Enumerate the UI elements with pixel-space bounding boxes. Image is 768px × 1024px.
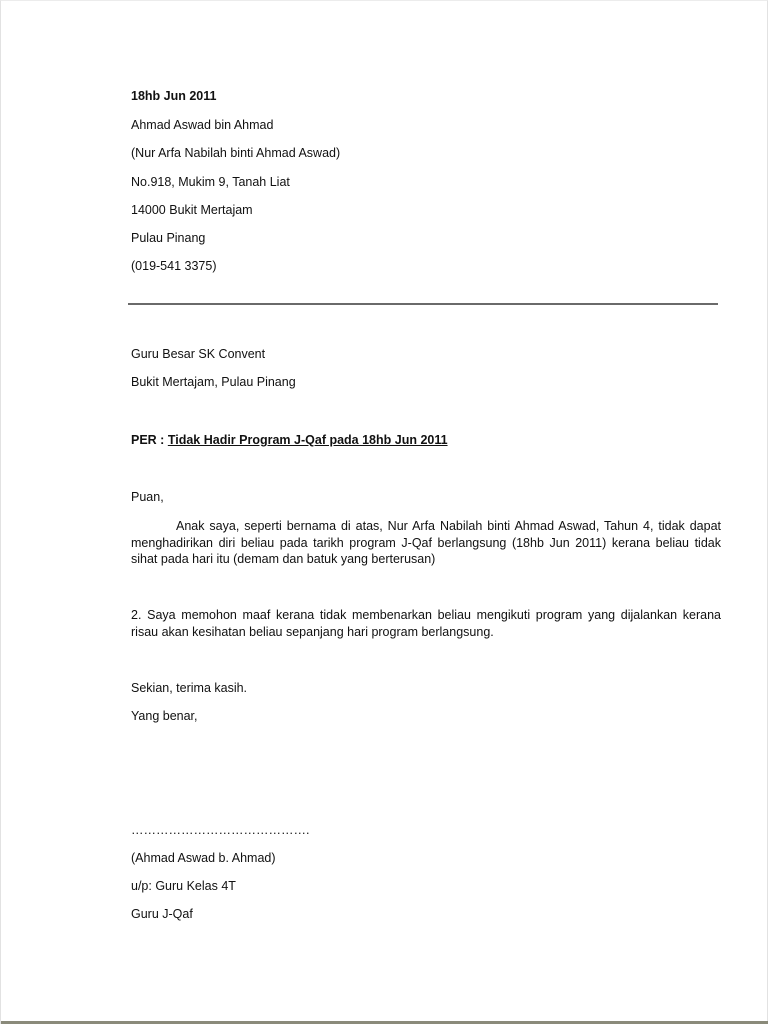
sender-address-line-1: No.918, Mukim 9, Tanah Liat	[131, 175, 290, 189]
subject-line	[131, 433, 448, 447]
recipient-title: Guru Besar SK Convent	[131, 347, 266, 361]
sender-state: Pulau Pinang	[131, 231, 206, 245]
attention-line-2: Guru J-Qaf	[131, 907, 193, 921]
sender-address-line-2: 14000 Bukit Mertajam	[131, 203, 253, 217]
header-divider	[128, 303, 718, 305]
salutation: Puan,	[131, 490, 164, 504]
body-paragraph-2: 2. Saya memohon maaf kerana tidak membenarkan beliau mengikuti program yang dijalankan kerana risau akan kesihatan beliau sepanjang hari program berlangsung.	[131, 608, 721, 639]
sender-phone: (019-541 3375)	[131, 259, 217, 273]
sender-name: Ahmad Aswad bin Ahmad	[131, 118, 274, 132]
recipient-location: Bukit Mertajam, Pulau Pinang	[131, 375, 296, 389]
subject-label: PER :	[131, 433, 165, 447]
child-name: (Nur Arfa Nabilah binti Ahmad Aswad)	[131, 146, 341, 160]
signatory-name: (Ahmad Aswad b. Ahmad)	[131, 851, 276, 865]
attention-line-1: u/p: Guru Kelas 4T	[131, 879, 236, 893]
signature-line: …………………………………….	[131, 823, 310, 837]
closing: Sekian, terima kasih.	[131, 681, 248, 695]
letter-date: 18hb Jun 2011	[131, 89, 217, 103]
subject-title: Tidak Hadir Program J-Qaf pada 18hb Jun 2011	[167, 433, 448, 447]
valediction: Yang benar,	[131, 709, 198, 723]
body-paragraph-1: Anak saya, seperti bernama di atas, Nur Arfa Nabilah binti Ahmad Aswad, Tahun 4, tidak dapat menghadirikan diri beliau pada tarikh program J-Qaf berlangsung (18hb Jun 2011) kerana beliau tidak sihat pada hari itu (demam dan batuk yang berterusan)	[131, 519, 721, 566]
